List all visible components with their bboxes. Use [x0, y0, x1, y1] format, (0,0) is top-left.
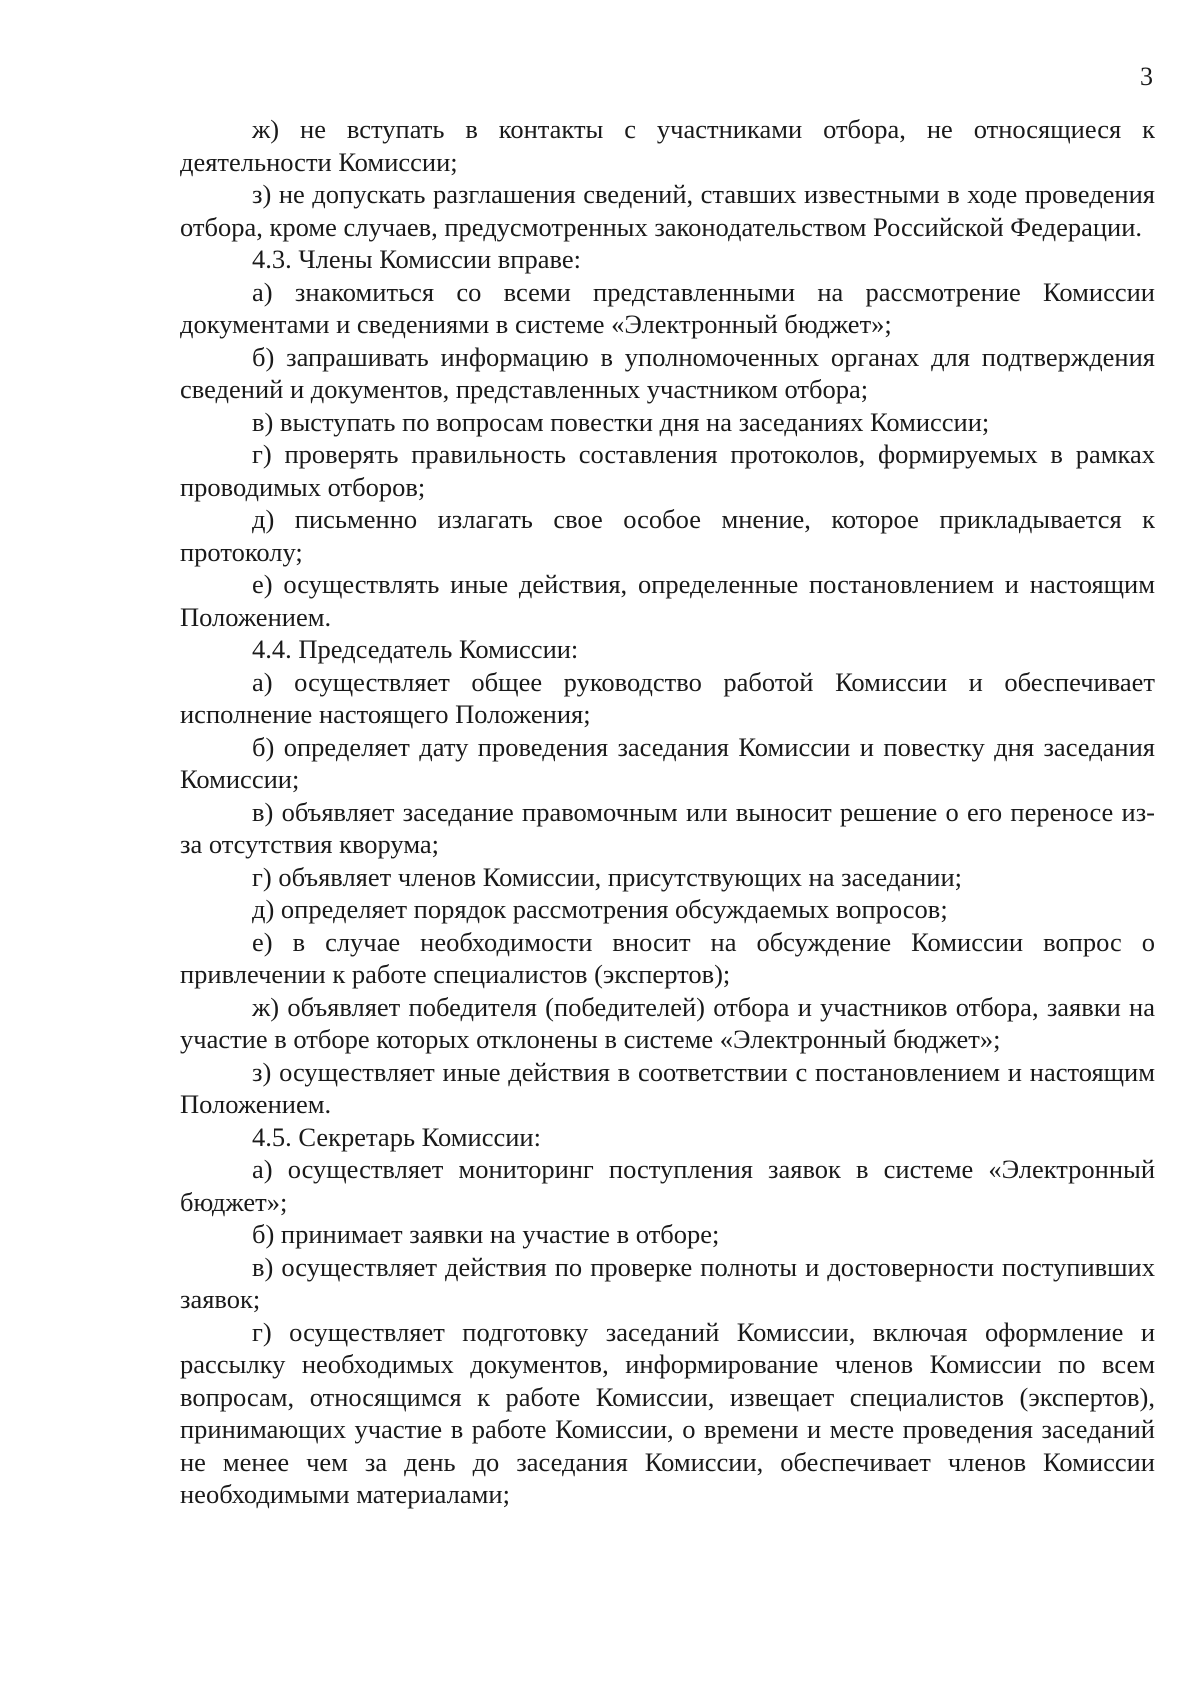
section-heading: 4.3. Члены Комиссии вправе: [252, 244, 581, 274]
section-heading: 4.4. Председатель Комиссии: [252, 634, 579, 664]
paragraph: з) не допускать разглашения сведений, ставших известными в ходе проведения отбора, кроме случаев, предусмотренных законодательством Российской Федерации. [180, 179, 1155, 242]
paragraph: б) определяет дату проведения заседания Комиссии и повестку дня заседания Комиссии; [180, 731, 1155, 794]
paragraph: е) осуществлять иные действия, определенные постановлением и настоящим Положением. [180, 569, 1155, 632]
page-number: 3 [1140, 62, 1153, 91]
paragraph: в) выступать по вопросам повестки дня на заседаниях Комиссии; [252, 406, 990, 437]
paragraph: а) знакомиться со всеми представленными на рассмотрение Комиссии документами и сведениями в системе «Электронный бюджет»; [180, 276, 1155, 339]
paragraph: д) письменно излагать свое особое мнение, которое прикладывается к протоколу; [180, 504, 1155, 567]
paragraph: ж) не вступать в контакты с участниками отбора, не относящиеся к деятельности Комиссии; [180, 114, 1155, 177]
paragraph: г) осуществляет подготовку заседаний Комиссии, включая оформление и рассылку необходимых документов, информирование членов Комиссии по всем вопросам, относящимся к работе Комиссии, извещает специалистов (экспертов), принимающих участие в работе Комиссии, о времени и месте проведения заседаний не менее чем за день до заседания Комиссии, обеспечивает членов Комиссии необходимыми материалами; [180, 1316, 1155, 1509]
section-heading: 4.5. Секретарь Комиссии: [252, 1121, 541, 1152]
paragraph: ж) объявляет победителя (победителей) отбора и участников отбора, заявки на участие в отборе которых отклонены в системе «Электронный бюджет»; [180, 991, 1155, 1054]
paragraph: а) осуществляет общее руководство работой Комиссии и обеспечивает исполнение настоящего Положения; [180, 666, 1155, 729]
paragraph: е) в случае необходимости вносит на обсуждение Комиссии вопрос о привлечении к работе специалистов (экспертов); [180, 926, 1155, 989]
document-body [180, 113, 1155, 1511]
paragraph: д) определяет порядок рассмотрения обсуждаемых вопросов; [252, 894, 948, 924]
paragraph: б) принимает заявки на участие в отборе; [252, 1219, 720, 1249]
paragraph: г) проверять правильность составления протоколов, формируемых в рамках проводимых отборов; [180, 439, 1155, 502]
paragraph: г) объявляет членов Комиссии, присутствующих на заседании; [252, 861, 962, 892]
paragraph: в) осуществляет действия по проверке полноты и достоверности поступивших заявок; [180, 1251, 1155, 1314]
paragraph: в) объявляет заседание правомочным или выносит решение о его переносе из-за отсутствия кворума; [180, 796, 1155, 859]
paragraph: б) запрашивать информацию в уполномоченных органах для подтверждения сведений и документов, представленных участником отбора; [180, 341, 1155, 404]
paragraph: з) осуществляет иные действия в соответствии с постановлением и настоящим Положением. [180, 1056, 1155, 1119]
paragraph: а) осуществляет мониторинг поступления заявок в системе «Электронный бюджет»; [180, 1154, 1155, 1217]
